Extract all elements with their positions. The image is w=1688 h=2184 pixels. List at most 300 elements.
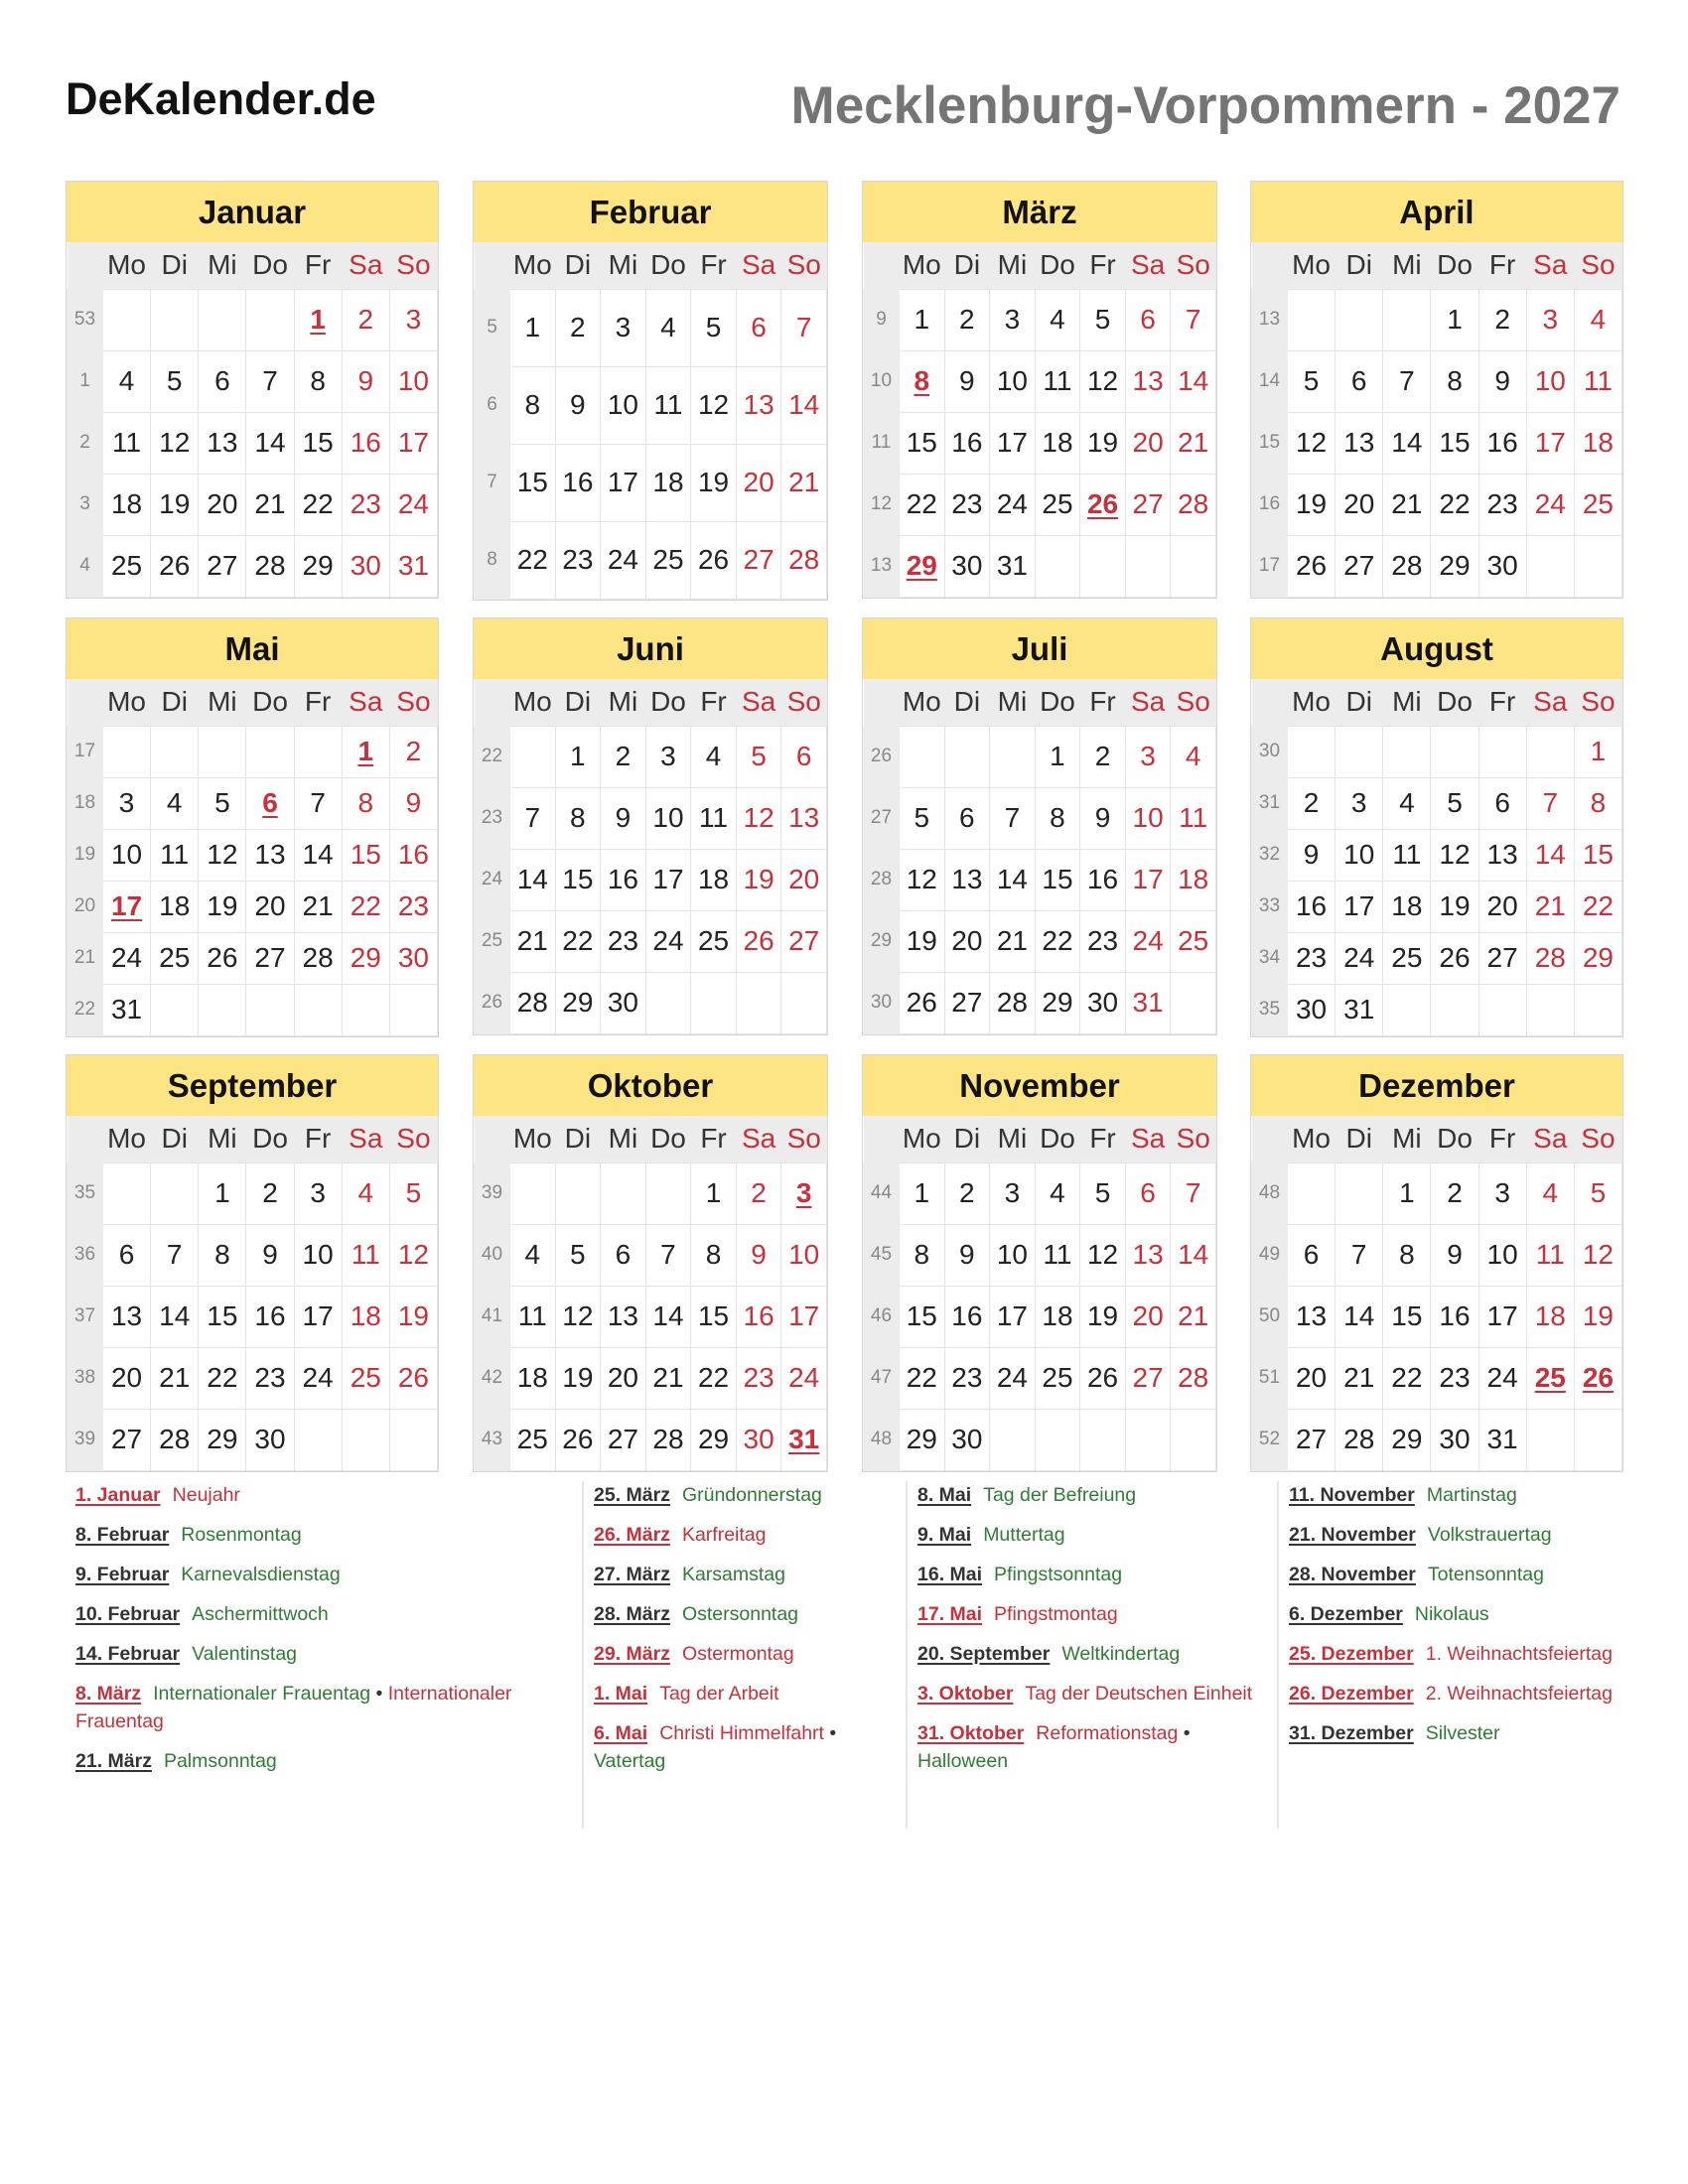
day-cell[interactable]: 4 <box>342 1162 389 1224</box>
day-cell[interactable]: 28 <box>510 972 556 1033</box>
day-cell[interactable]: 30 <box>944 535 990 597</box>
day-cell[interactable]: 12 <box>199 829 246 881</box>
day-cell[interactable]: 28 <box>1526 932 1574 984</box>
day-cell[interactable]: 9 <box>1431 1224 1478 1286</box>
day-cell[interactable]: 11 <box>342 1224 389 1286</box>
day-cell[interactable]: 3 <box>645 726 691 787</box>
day-cell[interactable]: 31 <box>389 535 437 597</box>
day-cell[interactable]: 24 <box>601 521 646 599</box>
day-cell[interactable]: 17 <box>990 1286 1036 1347</box>
day-cell[interactable]: 19 <box>389 1286 437 1347</box>
day-cell[interactable]: 9 <box>944 350 990 412</box>
day-cell[interactable]: 25 <box>151 932 199 984</box>
day-cell[interactable]: 22 <box>900 1347 945 1409</box>
day-cell[interactable]: 16 <box>389 829 437 881</box>
day-cell[interactable]: 14 <box>1336 1286 1383 1347</box>
day-cell[interactable]: 24 <box>1125 910 1171 972</box>
day-cell[interactable]: 23 <box>246 1347 294 1409</box>
day-cell[interactable]: 21 <box>294 881 342 932</box>
day-cell[interactable]: 24 <box>1526 474 1574 535</box>
day-cell[interactable]: 28 <box>1383 535 1431 597</box>
day-cell[interactable]: 18 <box>1574 412 1621 474</box>
day-cell[interactable]: 20 <box>944 910 990 972</box>
day-cell[interactable]: 3 <box>601 289 646 366</box>
day-cell[interactable]: 29 <box>294 535 342 597</box>
day-cell[interactable]: 15 <box>342 829 389 881</box>
day-cell[interactable]: 15 <box>691 1286 737 1347</box>
day-cell[interactable]: 19 <box>1080 1286 1126 1347</box>
day-cell[interactable]: 13 <box>601 1286 646 1347</box>
day-cell[interactable]: 5 <box>1288 350 1336 412</box>
day-cell[interactable]: 15 <box>199 1286 246 1347</box>
day-cell[interactable]: 29 <box>1574 932 1621 984</box>
day-cell[interactable]: 7 <box>1171 1162 1216 1224</box>
day-cell[interactable]: 21 <box>246 474 294 535</box>
day-cell[interactable]: 4 <box>1035 1162 1080 1224</box>
day-cell[interactable]: 30 <box>736 1409 781 1470</box>
day-cell[interactable]: 17 <box>601 444 646 521</box>
day-cell[interactable]: 11 <box>510 1286 556 1347</box>
day-cell[interactable]: 19 <box>900 910 945 972</box>
day-cell[interactable]: 26 <box>691 521 737 599</box>
day-cell[interactable]: 9 <box>1478 350 1526 412</box>
day-cell[interactable]: 16 <box>601 849 646 910</box>
day-cell[interactable]: 9 <box>555 366 601 444</box>
day-cell[interactable]: 8 <box>691 1224 737 1286</box>
day-cell[interactable]: 27 <box>1478 932 1526 984</box>
day-cell[interactable]: 4 <box>1526 1162 1574 1224</box>
day-cell[interactable]: 18 <box>510 1347 556 1409</box>
day-cell[interactable]: 30 <box>944 1409 990 1470</box>
day-cell[interactable]: 16 <box>1080 849 1126 910</box>
day-cell[interactable]: 29 <box>1035 972 1080 1033</box>
day-cell[interactable]: 23 <box>944 474 990 535</box>
day-cell[interactable]: 28 <box>1171 474 1216 535</box>
day-cell[interactable]: 7 <box>1526 777 1574 829</box>
day-cell[interactable]: 2 <box>1080 726 1126 787</box>
day-cell[interactable]: 4 <box>510 1224 556 1286</box>
day-cell[interactable]: 7 <box>151 1224 199 1286</box>
day-cell[interactable]: 9 <box>944 1224 990 1286</box>
day-cell[interactable]: 29 <box>555 972 601 1033</box>
day-cell[interactable]: 26 <box>900 972 945 1033</box>
day-cell[interactable]: 4 <box>691 726 737 787</box>
day-cell[interactable]: 2 <box>601 726 646 787</box>
day-cell[interactable]: 18 <box>1171 849 1216 910</box>
day-cell[interactable]: 20 <box>103 1347 151 1409</box>
day-cell[interactable]: 27 <box>199 535 246 597</box>
day-cell[interactable]: 8 <box>294 350 342 412</box>
day-cell[interactable]: 31 <box>1125 972 1171 1033</box>
day-cell[interactable]: 24 <box>103 932 151 984</box>
day-cell[interactable]: 7 <box>1171 289 1216 350</box>
day-cell[interactable]: 13 <box>1336 412 1383 474</box>
day-cell[interactable]: 24 <box>389 474 437 535</box>
day-cell[interactable]: 16 <box>342 412 389 474</box>
day-cell[interactable]: 23 <box>1080 910 1126 972</box>
holiday-day-cell[interactable]: 29 <box>900 535 945 597</box>
day-cell[interactable]: 16 <box>1288 881 1336 932</box>
day-cell[interactable]: 16 <box>736 1286 781 1347</box>
day-cell[interactable]: 16 <box>555 444 601 521</box>
day-cell[interactable]: 23 <box>601 910 646 972</box>
day-cell[interactable]: 25 <box>645 521 691 599</box>
day-cell[interactable]: 21 <box>1526 881 1574 932</box>
day-cell[interactable]: 19 <box>555 1347 601 1409</box>
day-cell[interactable]: 4 <box>151 777 199 829</box>
day-cell[interactable]: 22 <box>1574 881 1621 932</box>
day-cell[interactable]: 13 <box>103 1286 151 1347</box>
day-cell[interactable]: 14 <box>151 1286 199 1347</box>
day-cell[interactable]: 23 <box>736 1347 781 1409</box>
day-cell[interactable]: 13 <box>246 829 294 881</box>
day-cell[interactable]: 14 <box>294 829 342 881</box>
day-cell[interactable]: 22 <box>510 521 556 599</box>
holiday-day-cell[interactable]: 1 <box>294 289 342 350</box>
day-cell[interactable]: 11 <box>1035 1224 1080 1286</box>
day-cell[interactable]: 15 <box>510 444 556 521</box>
day-cell[interactable]: 10 <box>103 829 151 881</box>
day-cell[interactable]: 2 <box>555 289 601 366</box>
holiday-day-cell[interactable]: 6 <box>246 777 294 829</box>
day-cell[interactable]: 27 <box>944 972 990 1033</box>
day-cell[interactable]: 6 <box>1336 350 1383 412</box>
day-cell[interactable]: 30 <box>1478 535 1526 597</box>
holiday-day-cell[interactable]: 3 <box>781 1162 827 1224</box>
day-cell[interactable]: 10 <box>1526 350 1574 412</box>
day-cell[interactable]: 25 <box>1383 932 1431 984</box>
day-cell[interactable]: 2 <box>342 289 389 350</box>
day-cell[interactable]: 27 <box>246 932 294 984</box>
day-cell[interactable]: 3 <box>294 1162 342 1224</box>
day-cell[interactable]: 11 <box>1574 350 1621 412</box>
day-cell[interactable]: 14 <box>990 849 1036 910</box>
day-cell[interactable]: 24 <box>990 474 1036 535</box>
day-cell[interactable]: 31 <box>1336 984 1383 1035</box>
day-cell[interactable]: 16 <box>1478 412 1526 474</box>
day-cell[interactable]: 7 <box>645 1224 691 1286</box>
day-cell[interactable]: 5 <box>199 777 246 829</box>
day-cell[interactable]: 19 <box>736 849 781 910</box>
day-cell[interactable]: 12 <box>1431 829 1478 881</box>
day-cell[interactable]: 13 <box>736 366 781 444</box>
day-cell[interactable]: 27 <box>1288 1409 1336 1470</box>
day-cell[interactable]: 26 <box>199 932 246 984</box>
day-cell[interactable]: 6 <box>1125 1162 1171 1224</box>
day-cell[interactable]: 17 <box>1125 849 1171 910</box>
day-cell[interactable]: 3 <box>103 777 151 829</box>
day-cell[interactable]: 12 <box>151 412 199 474</box>
day-cell[interactable]: 20 <box>1478 881 1526 932</box>
day-cell[interactable]: 17 <box>1336 881 1383 932</box>
day-cell[interactable]: 21 <box>645 1347 691 1409</box>
day-cell[interactable]: 5 <box>1431 777 1478 829</box>
day-cell[interactable]: 8 <box>1431 350 1478 412</box>
day-cell[interactable]: 17 <box>781 1286 827 1347</box>
day-cell[interactable]: 2 <box>1288 777 1336 829</box>
day-cell[interactable]: 5 <box>900 787 945 849</box>
day-cell[interactable]: 9 <box>736 1224 781 1286</box>
day-cell[interactable]: 8 <box>199 1224 246 1286</box>
day-cell[interactable]: 5 <box>1080 1162 1126 1224</box>
day-cell[interactable]: 22 <box>900 474 945 535</box>
day-cell[interactable]: 22 <box>1383 1347 1431 1409</box>
day-cell[interactable]: 21 <box>781 444 827 521</box>
day-cell[interactable]: 26 <box>1288 535 1336 597</box>
day-cell[interactable]: 30 <box>1080 972 1126 1033</box>
day-cell[interactable]: 13 <box>1125 1224 1171 1286</box>
day-cell[interactable]: 29 <box>342 932 389 984</box>
day-cell[interactable]: 25 <box>342 1347 389 1409</box>
day-cell[interactable]: 13 <box>1125 350 1171 412</box>
day-cell[interactable]: 8 <box>510 366 556 444</box>
day-cell[interactable]: 15 <box>900 412 945 474</box>
day-cell[interactable]: 11 <box>1035 350 1080 412</box>
day-cell[interactable]: 20 <box>199 474 246 535</box>
day-cell[interactable]: 19 <box>151 474 199 535</box>
day-cell[interactable]: 8 <box>900 1224 945 1286</box>
day-cell[interactable]: 8 <box>1574 777 1621 829</box>
day-cell[interactable]: 1 <box>1035 726 1080 787</box>
holiday-day-cell[interactable]: 8 <box>900 350 945 412</box>
day-cell[interactable]: 1 <box>900 289 945 350</box>
day-cell[interactable]: 21 <box>1336 1347 1383 1409</box>
day-cell[interactable]: 29 <box>1431 535 1478 597</box>
day-cell[interactable]: 30 <box>1431 1409 1478 1470</box>
day-cell[interactable]: 24 <box>294 1347 342 1409</box>
day-cell[interactable]: 26 <box>389 1347 437 1409</box>
day-cell[interactable]: 18 <box>1035 412 1080 474</box>
day-cell[interactable]: 30 <box>342 535 389 597</box>
day-cell[interactable]: 28 <box>1171 1347 1216 1409</box>
day-cell[interactable]: 16 <box>944 412 990 474</box>
day-cell[interactable]: 12 <box>736 787 781 849</box>
day-cell[interactable]: 11 <box>1383 829 1431 881</box>
day-cell[interactable]: 18 <box>342 1286 389 1347</box>
day-cell[interactable]: 17 <box>990 412 1036 474</box>
day-cell[interactable]: 4 <box>1035 289 1080 350</box>
day-cell[interactable]: 11 <box>691 787 737 849</box>
day-cell[interactable]: 20 <box>781 849 827 910</box>
day-cell[interactable]: 26 <box>555 1409 601 1470</box>
day-cell[interactable]: 14 <box>1171 350 1216 412</box>
day-cell[interactable]: 24 <box>990 1347 1036 1409</box>
day-cell[interactable]: 14 <box>781 366 827 444</box>
day-cell[interactable]: 14 <box>1526 829 1574 881</box>
day-cell[interactable]: 27 <box>1125 1347 1171 1409</box>
day-cell[interactable]: 22 <box>1431 474 1478 535</box>
day-cell[interactable]: 11 <box>1526 1224 1574 1286</box>
day-cell[interactable]: 5 <box>1574 1162 1621 1224</box>
day-cell[interactable]: 18 <box>1383 881 1431 932</box>
day-cell[interactable]: 5 <box>389 1162 437 1224</box>
day-cell[interactable]: 28 <box>645 1409 691 1470</box>
day-cell[interactable]: 15 <box>1035 849 1080 910</box>
day-cell[interactable]: 4 <box>1383 777 1431 829</box>
day-cell[interactable]: 11 <box>103 412 151 474</box>
day-cell[interactable]: 29 <box>900 1409 945 1470</box>
day-cell[interactable]: 26 <box>151 535 199 597</box>
day-cell[interactable]: 6 <box>1478 777 1526 829</box>
day-cell[interactable]: 28 <box>294 932 342 984</box>
day-cell[interactable]: 29 <box>691 1409 737 1470</box>
day-cell[interactable]: 1 <box>900 1162 945 1224</box>
day-cell[interactable]: 23 <box>1478 474 1526 535</box>
day-cell[interactable]: 20 <box>1125 1286 1171 1347</box>
day-cell[interactable]: 6 <box>103 1224 151 1286</box>
day-cell[interactable]: 22 <box>342 881 389 932</box>
day-cell[interactable]: 1 <box>691 1162 737 1224</box>
holiday-day-cell[interactable]: 26 <box>1574 1347 1621 1409</box>
day-cell[interactable]: 6 <box>199 350 246 412</box>
day-cell[interactable]: 18 <box>151 881 199 932</box>
day-cell[interactable]: 1 <box>510 289 556 366</box>
day-cell[interactable]: 2 <box>944 289 990 350</box>
day-cell[interactable]: 31 <box>990 535 1036 597</box>
day-cell[interactable]: 14 <box>510 849 556 910</box>
day-cell[interactable]: 31 <box>1478 1409 1526 1470</box>
day-cell[interactable]: 27 <box>1125 474 1171 535</box>
day-cell[interactable]: 14 <box>1171 1224 1216 1286</box>
day-cell[interactable]: 21 <box>151 1347 199 1409</box>
day-cell[interactable]: 20 <box>1336 474 1383 535</box>
holiday-day-cell[interactable]: 25 <box>1526 1347 1574 1409</box>
day-cell[interactable]: 5 <box>691 289 737 366</box>
day-cell[interactable]: 12 <box>1288 412 1336 474</box>
day-cell[interactable]: 10 <box>601 366 646 444</box>
day-cell[interactable]: 19 <box>1080 412 1126 474</box>
day-cell[interactable]: 7 <box>294 777 342 829</box>
day-cell[interactable]: 10 <box>645 787 691 849</box>
day-cell[interactable]: 22 <box>555 910 601 972</box>
day-cell[interactable]: 30 <box>1288 984 1336 1035</box>
day-cell[interactable]: 5 <box>736 726 781 787</box>
day-cell[interactable]: 9 <box>1080 787 1126 849</box>
day-cell[interactable]: 24 <box>781 1347 827 1409</box>
day-cell[interactable]: 19 <box>691 444 737 521</box>
day-cell[interactable]: 2 <box>389 726 437 777</box>
day-cell[interactable]: 27 <box>736 521 781 599</box>
day-cell[interactable]: 25 <box>1035 474 1080 535</box>
day-cell[interactable]: 10 <box>1125 787 1171 849</box>
day-cell[interactable]: 12 <box>389 1224 437 1286</box>
day-cell[interactable]: 16 <box>944 1286 990 1347</box>
day-cell[interactable]: 27 <box>601 1409 646 1470</box>
day-cell[interactable]: 26 <box>1080 1347 1126 1409</box>
day-cell[interactable]: 21 <box>1171 1286 1216 1347</box>
holiday-day-cell[interactable]: 31 <box>781 1409 827 1470</box>
day-cell[interactable]: 3 <box>1125 726 1171 787</box>
day-cell[interactable]: 3 <box>990 289 1036 350</box>
day-cell[interactable]: 1 <box>1383 1162 1431 1224</box>
day-cell[interactable]: 16 <box>1431 1286 1478 1347</box>
day-cell[interactable]: 3 <box>1526 289 1574 350</box>
day-cell[interactable]: 9 <box>601 787 646 849</box>
day-cell[interactable]: 14 <box>645 1286 691 1347</box>
day-cell[interactable]: 30 <box>601 972 646 1033</box>
day-cell[interactable]: 2 <box>944 1162 990 1224</box>
day-cell[interactable]: 23 <box>1431 1347 1478 1409</box>
day-cell[interactable]: 30 <box>389 932 437 984</box>
day-cell[interactable]: 6 <box>781 726 827 787</box>
day-cell[interactable]: 6 <box>944 787 990 849</box>
day-cell[interactable]: 15 <box>1431 412 1478 474</box>
day-cell[interactable]: 20 <box>1125 412 1171 474</box>
day-cell[interactable]: 5 <box>151 350 199 412</box>
day-cell[interactable]: 10 <box>781 1224 827 1286</box>
day-cell[interactable]: 8 <box>555 787 601 849</box>
day-cell[interactable]: 21 <box>1171 412 1216 474</box>
day-cell[interactable]: 8 <box>342 777 389 829</box>
day-cell[interactable]: 10 <box>990 350 1036 412</box>
day-cell[interactable]: 3 <box>1336 777 1383 829</box>
day-cell[interactable]: 10 <box>1478 1224 1526 1286</box>
day-cell[interactable]: 1 <box>199 1162 246 1224</box>
day-cell[interactable]: 22 <box>691 1347 737 1409</box>
day-cell[interactable]: 23 <box>1288 932 1336 984</box>
day-cell[interactable]: 9 <box>246 1224 294 1286</box>
day-cell[interactable]: 28 <box>990 972 1036 1033</box>
day-cell[interactable]: 19 <box>1288 474 1336 535</box>
day-cell[interactable]: 12 <box>900 849 945 910</box>
day-cell[interactable]: 9 <box>342 350 389 412</box>
day-cell[interactable]: 19 <box>199 881 246 932</box>
day-cell[interactable]: 4 <box>103 350 151 412</box>
day-cell[interactable]: 11 <box>151 829 199 881</box>
day-cell[interactable]: 5 <box>1080 289 1126 350</box>
day-cell[interactable]: 17 <box>1478 1286 1526 1347</box>
day-cell[interactable]: 6 <box>1288 1224 1336 1286</box>
day-cell[interactable]: 10 <box>990 1224 1036 1286</box>
day-cell[interactable]: 13 <box>944 849 990 910</box>
day-cell[interactable]: 8 <box>1383 1224 1431 1286</box>
day-cell[interactable]: 12 <box>1080 350 1126 412</box>
day-cell[interactable]: 6 <box>1125 289 1171 350</box>
day-cell[interactable]: 3 <box>990 1162 1036 1224</box>
day-cell[interactable]: 17 <box>1526 412 1574 474</box>
day-cell[interactable]: 23 <box>342 474 389 535</box>
day-cell[interactable]: 13 <box>1288 1286 1336 1347</box>
day-cell[interactable]: 7 <box>1383 350 1431 412</box>
day-cell[interactable]: 15 <box>1574 829 1621 881</box>
day-cell[interactable]: 17 <box>645 849 691 910</box>
day-cell[interactable]: 5 <box>555 1224 601 1286</box>
day-cell[interactable]: 27 <box>1336 535 1383 597</box>
day-cell[interactable]: 2 <box>246 1162 294 1224</box>
day-cell[interactable]: 25 <box>691 910 737 972</box>
day-cell[interactable]: 28 <box>781 521 827 599</box>
day-cell[interactable]: 26 <box>1431 932 1478 984</box>
day-cell[interactable]: 23 <box>389 881 437 932</box>
day-cell[interactable]: 4 <box>1171 726 1216 787</box>
day-cell[interactable]: 10 <box>294 1224 342 1286</box>
day-cell[interactable]: 22 <box>199 1347 246 1409</box>
day-cell[interactable]: 29 <box>1383 1409 1431 1470</box>
day-cell[interactable]: 11 <box>645 366 691 444</box>
day-cell[interactable]: 25 <box>1035 1347 1080 1409</box>
day-cell[interactable]: 9 <box>1288 829 1336 881</box>
day-cell[interactable]: 25 <box>103 535 151 597</box>
day-cell[interactable]: 25 <box>510 1409 556 1470</box>
day-cell[interactable]: 12 <box>691 366 737 444</box>
day-cell[interactable]: 27 <box>103 1409 151 1470</box>
day-cell[interactable]: 17 <box>294 1286 342 1347</box>
day-cell[interactable]: 11 <box>1171 787 1216 849</box>
day-cell[interactable]: 28 <box>246 535 294 597</box>
day-cell[interactable]: 4 <box>1574 289 1621 350</box>
day-cell[interactable]: 12 <box>1080 1224 1126 1286</box>
day-cell[interactable]: 2 <box>736 1162 781 1224</box>
